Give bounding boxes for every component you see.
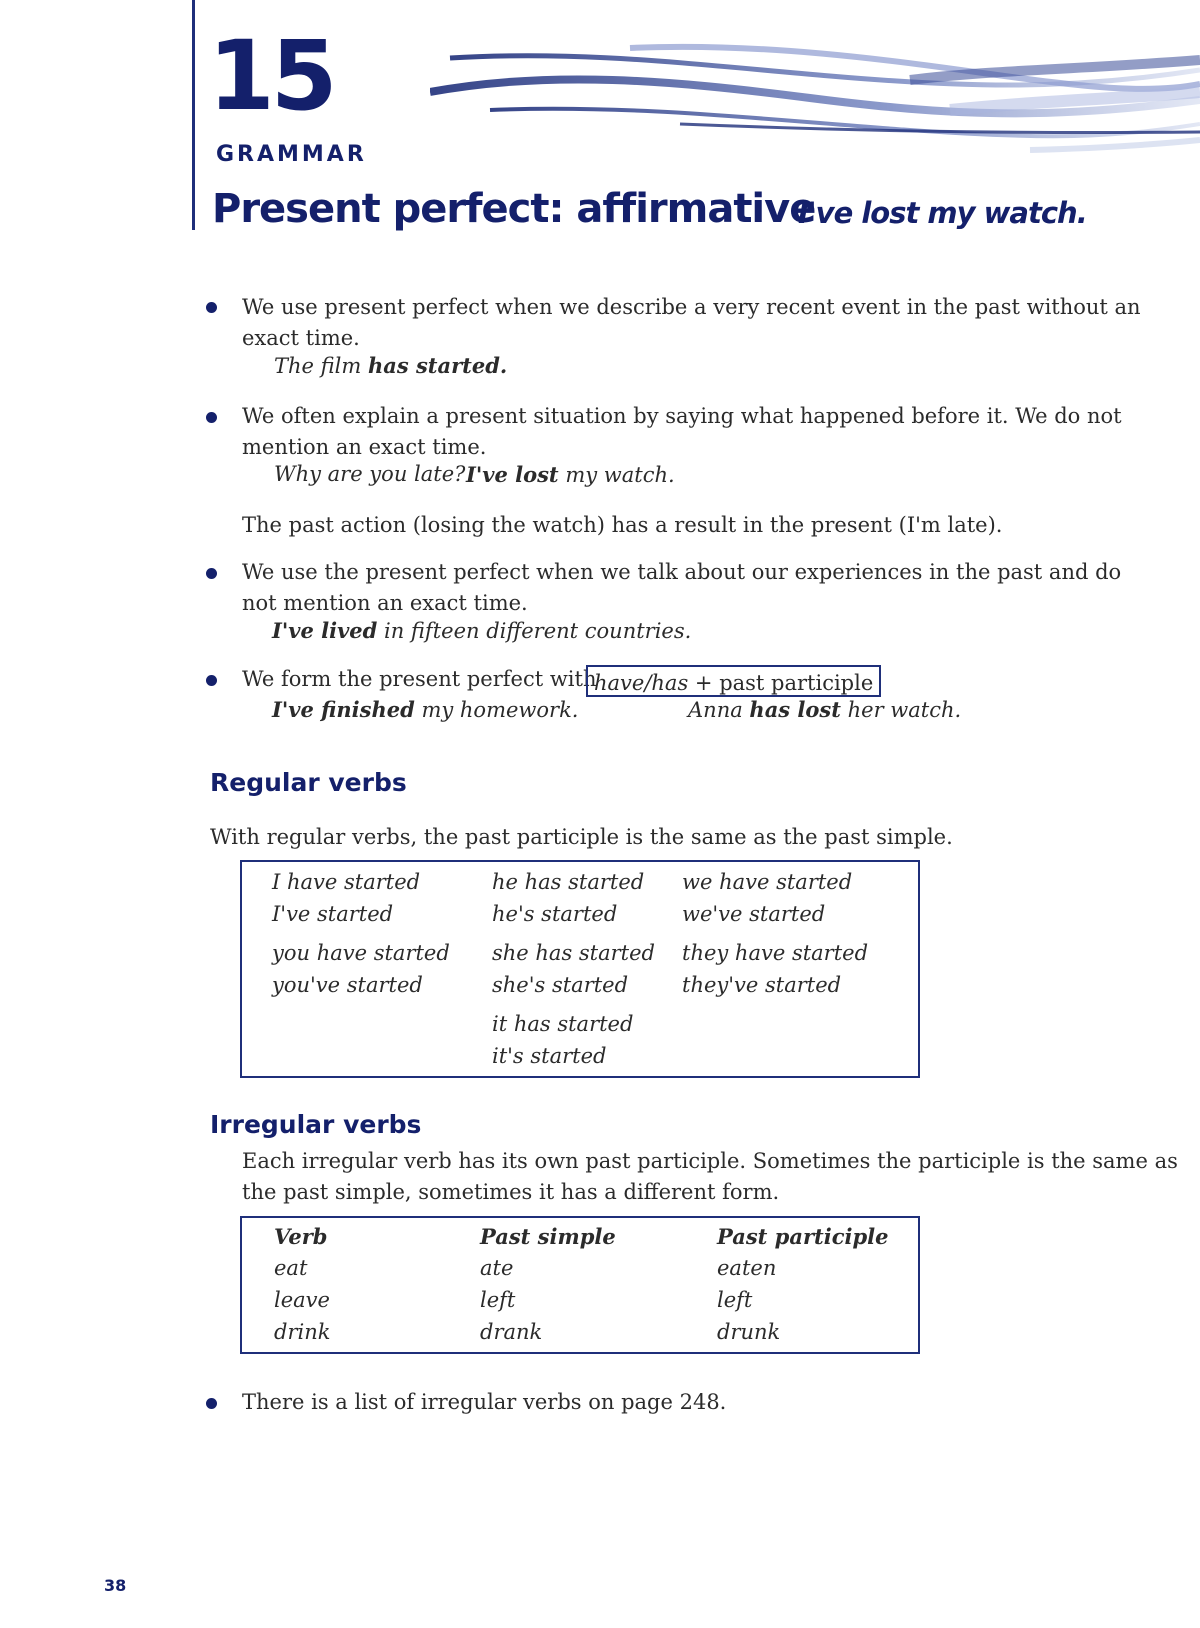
irregular-intro-line1: Each irregular verb has its own past participle. Sometimes the participle is the same as	[242, 1149, 1178, 1173]
bullet-3-line1: We use the present perfect when we talk about our experiences in the past and do	[242, 560, 1122, 584]
bullet-4-text: We form the present perfect with	[242, 667, 597, 691]
regular-verbs-heading: Regular verbs	[210, 768, 407, 797]
page-subtitle: I've lost my watch.	[798, 196, 1087, 230]
table-cell: drank	[480, 1320, 543, 1344]
table-cell: I have started	[272, 870, 421, 894]
table-header: Past participle	[717, 1224, 889, 1249]
irregular-verbs-heading: Irregular verbs	[210, 1110, 422, 1139]
example-bold: has started.	[367, 353, 508, 378]
bullet-2-line1: We often explain a present situation by saying what happened before it. We do not	[242, 404, 1122, 428]
page-number: 38	[104, 1576, 127, 1595]
table-cell: she's started	[492, 973, 629, 997]
table-cell: you've started	[272, 973, 423, 997]
example-bold: has lost	[749, 697, 841, 722]
bullet-4-example-1	[272, 697, 578, 722]
bullet-3-text	[242, 557, 1121, 619]
bullet-2-text	[242, 401, 1122, 463]
bullet-dot	[206, 1398, 217, 1409]
bullet-4-example-2	[688, 697, 961, 722]
table-cell: you have started	[272, 941, 450, 965]
table-cell: we have started	[682, 870, 853, 894]
bullet-2-example-answer	[466, 462, 675, 487]
formula-box	[586, 665, 881, 697]
table-cell: left	[480, 1288, 516, 1312]
bullet-1-line2: exact time.	[242, 326, 360, 350]
table-cell: drunk	[717, 1320, 781, 1344]
example-plain: her watch.	[840, 698, 962, 722]
table-cell: I've started	[272, 902, 394, 926]
bullet-dot	[206, 675, 217, 686]
bullet-2-example-question: Why are you late?	[274, 462, 466, 486]
table-cell: he has started	[492, 870, 645, 894]
table-cell: eat	[274, 1256, 308, 1280]
example-bold: I've lived	[272, 618, 378, 643]
table-cell: he's started	[492, 902, 618, 926]
bullet-dot	[206, 412, 217, 423]
table-cell: it's started	[492, 1044, 607, 1068]
table-header: Past simple	[480, 1224, 616, 1249]
formula-plus: +	[688, 671, 720, 695]
table-cell: we've started	[682, 902, 826, 926]
table-cell: leave	[274, 1288, 330, 1312]
example-plain: my homework.	[414, 698, 579, 722]
irregular-intro-line2: the past simple, sometimes it has a different form.	[242, 1180, 780, 1204]
example-plain: Anna	[688, 698, 750, 722]
page-title: Present perfect: affirmative	[212, 186, 816, 232]
bullet-3-line2: not mention an exact time.	[242, 591, 528, 615]
table-cell: it has started	[492, 1012, 634, 1036]
bullet-3-example	[272, 618, 691, 643]
irregular-verbs-intro	[242, 1146, 1178, 1208]
table-cell: drink	[274, 1320, 331, 1344]
example-plain: my watch.	[558, 463, 675, 487]
table-cell: they've started	[682, 973, 842, 997]
unit-number: 15	[208, 20, 334, 132]
regular-verbs-table	[240, 860, 920, 1078]
table-header: Verb	[274, 1224, 328, 1249]
regular-verbs-intro: With regular verbs, the past participle is the same as the past simple.	[210, 825, 953, 849]
table-cell: they have started	[682, 941, 869, 965]
example-bold: I've lost	[466, 462, 559, 487]
irregular-verbs-table	[240, 1216, 920, 1354]
table-cell: she has started	[492, 941, 655, 965]
bullet-1-line1: We use present perfect when we describe a very recent event in the past without an	[242, 295, 1141, 319]
bullet-2-line2: mention an exact time.	[242, 435, 487, 459]
example-plain: in fifteen different countries.	[377, 619, 692, 643]
example-bold: I've finished	[272, 697, 415, 722]
bullet-1-example	[274, 353, 507, 378]
table-cell: ate	[480, 1256, 514, 1280]
unit-label: GRAMMAR	[216, 142, 367, 167]
margin-rule	[192, 0, 195, 230]
formula-have-has: have/has	[594, 671, 689, 695]
table-cell: left	[717, 1288, 753, 1312]
bullet-2-note: The past action (losing the watch) has a result in the present (I'm late).	[242, 513, 1003, 537]
bullet-1-text	[242, 292, 1141, 354]
final-bullet-text: There is a list of irregular verbs on page 248.	[242, 1390, 727, 1414]
decorative-swoosh-graphic	[430, 40, 1200, 180]
table-cell: eaten	[717, 1256, 777, 1280]
bullet-dot	[206, 568, 217, 579]
bullet-dot	[206, 302, 217, 313]
example-plain: The film	[274, 354, 368, 378]
formula-past-participle: past participle	[719, 671, 874, 695]
